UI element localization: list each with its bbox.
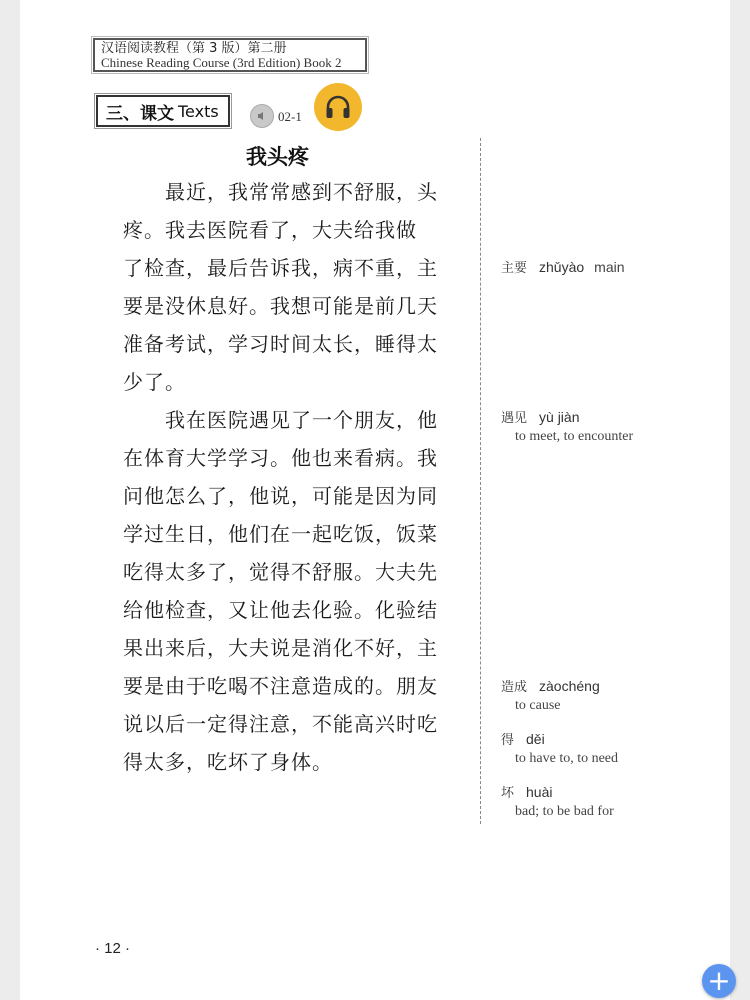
speaker-icon <box>250 104 274 128</box>
lesson-body <box>123 173 467 781</box>
lesson-line: 要是由于吃喝不注意造成的。朋友 <box>123 674 438 698</box>
gloss-hanzi: 坏 <box>501 786 515 801</box>
track-number: 02-1 <box>278 109 302 124</box>
lesson-line: 学过生日，他们在一起吃饭，饭菜 <box>123 522 438 546</box>
add-button[interactable] <box>702 964 736 998</box>
lesson-line: 少了。 <box>123 370 186 394</box>
gloss-hanzi: 造成 <box>501 680 528 695</box>
lesson-line: 在体育大学学习。他也来看病。我 <box>123 446 438 470</box>
lesson-line: 了检查，最后告诉我，病不重，主 <box>123 256 438 280</box>
headphones-icon <box>323 92 353 122</box>
book-title-en: Chinese Reading Course (3rd Edition) Book 2 <box>101 55 342 70</box>
gloss-hanzi: 遇见 <box>501 411 528 426</box>
lesson-line: 果出来后，大夫说是消化不好，主 <box>123 636 438 660</box>
lesson-title: 我头疼 <box>246 145 309 169</box>
book-title-zh: 汉语阅读教程（第 3 版）第二册 <box>101 41 287 56</box>
gloss-pinyin: zhǔyào <box>539 259 585 275</box>
lesson-line: 要是没休息好。我想可能是前几天 <box>123 294 438 318</box>
section-label-zh: 三、课文 <box>106 103 174 124</box>
lesson-line: 给他检查，又让他去化验。化验结 <box>123 598 438 622</box>
lesson-line: 问他怎么了，他说，可能是因为同 <box>123 484 438 508</box>
lesson-line: 我在医院遇见了一个朋友，他 <box>123 408 438 432</box>
gloss-pinyin: děi <box>526 731 545 747</box>
gloss-english: main <box>594 259 625 275</box>
gloss-hanzi: 主要 <box>501 261 528 276</box>
gloss-pinyin: huài <box>526 784 553 800</box>
gloss-entry <box>501 257 625 277</box>
page-number: · 12 · <box>95 940 131 957</box>
gloss-pinyin: zàochéng <box>539 678 600 694</box>
column-divider <box>480 138 481 824</box>
lesson-line: 疼。我去医院看了，大夫给我做 <box>123 218 417 242</box>
section-label <box>96 95 230 127</box>
gloss-entry <box>501 729 618 767</box>
lesson-line: 说以后一定得注意，不能高兴时吃 <box>123 712 438 736</box>
gloss-english: to have to, to need <box>515 751 619 766</box>
gloss-english: to cause <box>515 698 561 713</box>
lesson-line: 准备考试，学习时间太长，睡得太 <box>123 332 438 356</box>
section-label-en: Texts <box>178 101 219 121</box>
gloss-pinyin: yù jiàn <box>539 409 580 425</box>
gloss-entry <box>501 407 633 445</box>
lesson-line: 吃得太多了，觉得不舒服。大夫先 <box>123 560 438 584</box>
gloss-entry <box>501 676 600 714</box>
book-header <box>93 38 367 72</box>
plus-icon: + <box>707 964 731 997</box>
lesson-line: 最近，我常常感到不舒服，头 <box>123 180 438 204</box>
gloss-entry <box>501 782 614 820</box>
lesson-line: 得太多，吃坏了身体。 <box>123 750 333 774</box>
audio-play-button[interactable] <box>314 83 362 131</box>
gloss-english: bad; to be bad for <box>515 804 614 819</box>
gloss-hanzi: 得 <box>501 733 515 748</box>
gloss-english: to meet, to encounter <box>515 429 634 444</box>
